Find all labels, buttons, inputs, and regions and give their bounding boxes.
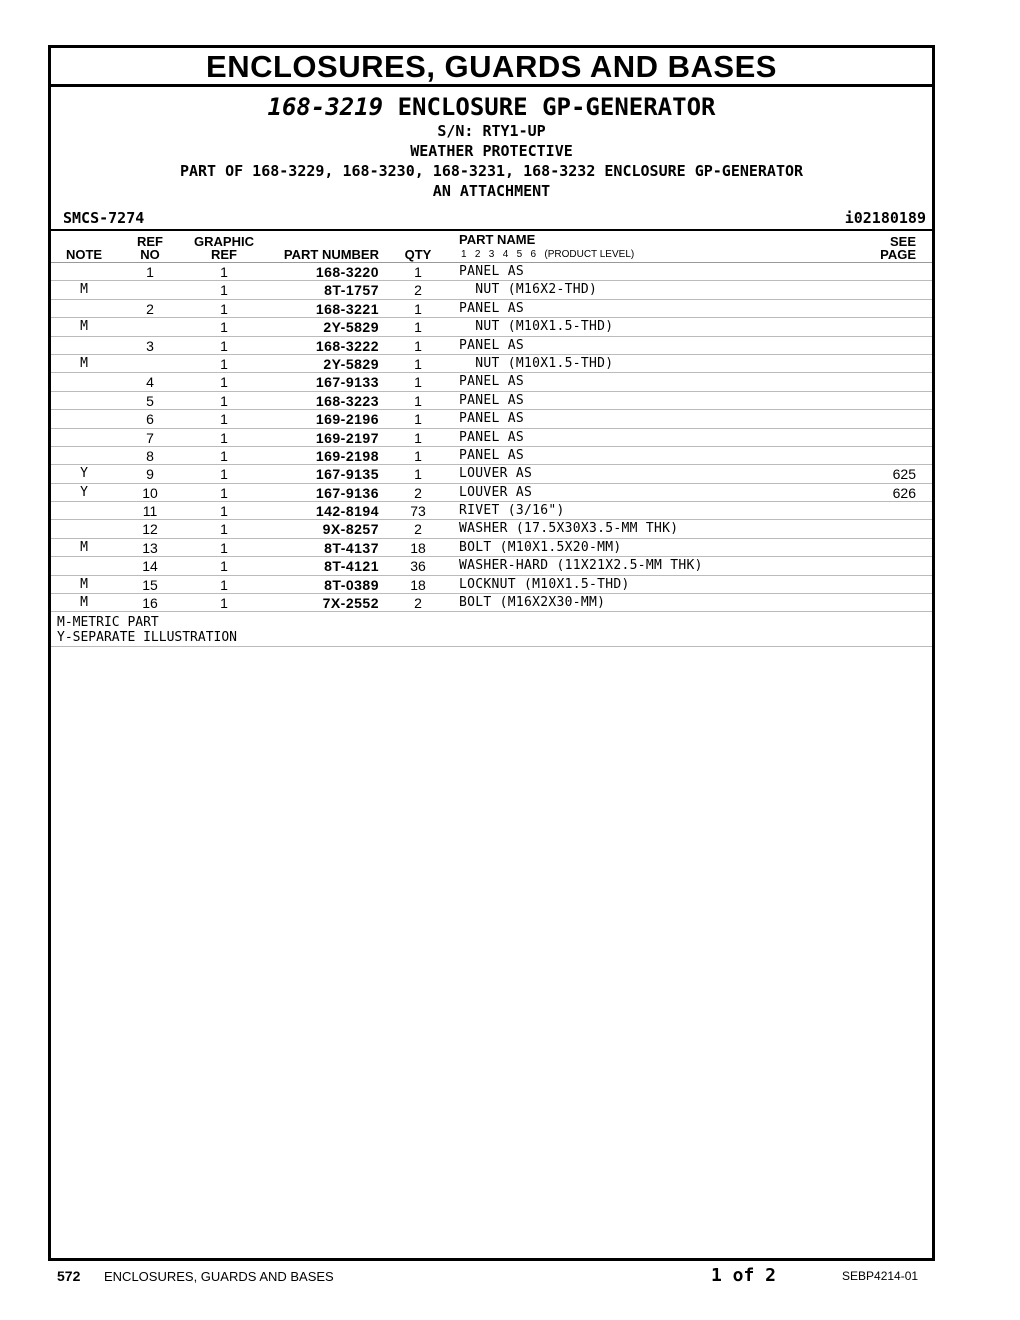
row-part-number: 168-3222 xyxy=(315,337,379,354)
row-part-number: 8T-1757 xyxy=(324,282,379,299)
main-part-title: ENCLOSURE GP-GENERATOR xyxy=(397,93,716,121)
col-part-number: PART NUMBER xyxy=(283,247,379,262)
row-note: M xyxy=(80,355,88,371)
row-ref-no: 11 xyxy=(142,503,158,520)
row-graphic-ref: 1 xyxy=(220,539,228,556)
row-part-name: PANEL AS xyxy=(459,337,525,353)
row-qty: 1 xyxy=(414,411,422,428)
row-ref-no: 9 xyxy=(146,466,154,483)
row-graphic-ref: 1 xyxy=(220,392,228,409)
column-header xyxy=(51,231,932,263)
row-graphic-ref: 1 xyxy=(220,576,228,593)
row-qty: 1 xyxy=(414,337,422,354)
table-row xyxy=(51,447,932,465)
row-part-name: RIVET (3/16") xyxy=(459,503,565,519)
part-title-line xyxy=(51,93,932,121)
row-part-name: LOCKNUT (M10X1.5-THD) xyxy=(459,576,630,592)
section-title: ENCLOSURES, GUARDS AND BASES xyxy=(51,48,932,87)
row-part-number: 168-3221 xyxy=(315,300,379,317)
row-part-name: BOLT (M16X2X30-MM) xyxy=(459,595,606,611)
row-ref-no: 16 xyxy=(142,595,158,612)
meta-row xyxy=(51,207,932,231)
col-ref-top: REF xyxy=(137,234,163,249)
table-row xyxy=(51,484,932,502)
row-ref-no: 3 xyxy=(146,337,154,354)
col-graphic-top: GRAPHIC xyxy=(194,234,254,249)
row-ref-no: 15 xyxy=(142,576,158,593)
footer-page-number: 572 xyxy=(57,1268,81,1284)
table-row xyxy=(51,539,932,557)
row-part-number: 167-9135 xyxy=(315,466,379,483)
footer-section: ENCLOSURES, GUARDS AND BASES xyxy=(104,1269,334,1284)
row-qty: 1 xyxy=(414,447,422,464)
header-line-part-of: PART OF 168-3229, 168-3230, 168-3231, 168-3232 ENCLOSURE GP-GENERATOR xyxy=(179,162,804,180)
row-part-number: 8T-4137 xyxy=(324,539,379,556)
row-qty: 1 xyxy=(414,355,422,372)
row-graphic-ref: 1 xyxy=(220,447,228,464)
table-row xyxy=(51,594,932,612)
row-graphic-ref: 1 xyxy=(220,264,228,280)
row-qty: 2 xyxy=(414,484,422,501)
row-qty: 36 xyxy=(410,558,426,575)
row-graphic-ref: 1 xyxy=(220,319,228,336)
row-part-number: 169-2198 xyxy=(315,447,379,464)
notes-legend xyxy=(51,612,932,647)
table-row xyxy=(51,465,932,483)
smcs-code: SMCS-7274 xyxy=(63,209,145,227)
note-metric: M-METRIC PART xyxy=(57,615,159,631)
row-part-name: PANEL AS xyxy=(459,429,525,445)
row-part-name: NUT (M16X2-THD) xyxy=(459,282,598,298)
row-part-name: WASHER-HARD (11X21X2.5-MM THK) xyxy=(459,558,703,574)
row-part-number: 168-3220 xyxy=(315,264,379,280)
table-row xyxy=(51,392,932,410)
row-part-number: 169-2197 xyxy=(315,429,379,446)
table-row xyxy=(51,557,932,575)
row-part-number: 8T-4121 xyxy=(324,558,379,575)
row-part-name: PANEL AS xyxy=(459,374,525,390)
row-graphic-ref: 1 xyxy=(220,282,228,299)
note-separate-illustration: Y-SEPARATE ILLUSTRATION xyxy=(57,630,238,646)
row-ref-no: 12 xyxy=(142,521,158,538)
row-qty: 2 xyxy=(414,521,422,538)
row-graphic-ref: 1 xyxy=(220,558,228,575)
row-qty: 1 xyxy=(414,392,422,409)
row-part-number: 142-8194 xyxy=(315,503,379,520)
main-part-number: 168-3219 xyxy=(267,93,384,121)
table-row xyxy=(51,337,932,355)
row-graphic-ref: 1 xyxy=(220,429,228,446)
row-ref-no: 8 xyxy=(146,447,154,464)
row-note: Y xyxy=(80,466,88,482)
row-ref-no: 7 xyxy=(146,429,154,446)
row-part-number: 167-9133 xyxy=(315,374,379,391)
part-header xyxy=(51,93,932,201)
row-part-name: PANEL AS xyxy=(459,411,525,427)
row-graphic-ref: 1 xyxy=(220,374,228,391)
parts-table xyxy=(51,263,932,612)
row-qty: 2 xyxy=(414,595,422,612)
col-product-level: 1 2 3 4 5 6 (PRODUCT LEVEL) xyxy=(461,249,635,260)
col-ref-bottom: NO xyxy=(140,247,160,262)
footer-page-of: 1 of 2 xyxy=(711,1265,777,1286)
row-part-number: 2Y-5829 xyxy=(323,355,379,372)
table-row xyxy=(51,576,932,594)
row-graphic-ref: 1 xyxy=(220,521,228,538)
row-graphic-ref: 1 xyxy=(220,411,228,428)
col-see-bottom: PAGE xyxy=(880,247,916,262)
row-part-number: 167-9136 xyxy=(315,484,379,501)
row-qty: 1 xyxy=(414,466,422,483)
row-part-name: PANEL AS xyxy=(459,300,525,316)
row-note: M xyxy=(80,595,88,611)
col-see-top: SEE xyxy=(889,234,916,249)
row-qty: 18 xyxy=(410,576,426,593)
table-row xyxy=(51,520,932,538)
row-graphic-ref: 1 xyxy=(220,484,228,501)
row-qty: 1 xyxy=(414,429,422,446)
row-part-number: 168-3223 xyxy=(315,392,379,409)
row-ref-no: 1 xyxy=(146,264,154,280)
row-ref-no: 10 xyxy=(142,484,158,501)
row-note: Y xyxy=(80,484,88,500)
row-qty: 1 xyxy=(414,319,422,336)
row-qty: 73 xyxy=(410,503,426,520)
row-part-name: LOUVER AS xyxy=(459,466,533,482)
row-part-name: PANEL AS xyxy=(459,392,525,408)
row-ref-no: 14 xyxy=(142,558,158,575)
row-part-number: 169-2196 xyxy=(315,411,379,428)
table-row xyxy=(51,318,932,336)
row-part-number: 9X-8257 xyxy=(322,521,379,538)
row-graphic-ref: 1 xyxy=(220,595,228,612)
illustration-id: i02180189 xyxy=(844,209,926,227)
table-row xyxy=(51,373,932,391)
row-graphic-ref: 1 xyxy=(220,337,228,354)
row-see-page: 626 xyxy=(892,484,916,501)
row-qty: 2 xyxy=(414,282,422,299)
row-part-name: WASHER (17.5X30X3.5-MM THK) xyxy=(459,521,679,537)
col-qty: QTY xyxy=(404,247,432,262)
row-graphic-ref: 1 xyxy=(220,466,228,483)
row-graphic-ref: 1 xyxy=(220,300,228,317)
header-line-weather: WEATHER PROTECTIVE xyxy=(410,142,573,160)
table-row xyxy=(51,263,932,281)
row-part-number: 8T-0389 xyxy=(324,576,379,593)
table-row xyxy=(51,300,932,318)
row-ref-no: 6 xyxy=(146,411,154,428)
page-frame xyxy=(48,45,935,1261)
row-see-page: 625 xyxy=(892,466,916,483)
row-part-name: BOLT (M10X1.5X20-MM) xyxy=(459,539,622,555)
col-graphic-bottom: REF xyxy=(211,247,237,262)
row-qty: 1 xyxy=(414,300,422,317)
row-qty: 1 xyxy=(414,264,422,280)
row-part-name: NUT (M10X1.5-THD) xyxy=(459,319,614,335)
row-note: M xyxy=(80,539,88,555)
table-row xyxy=(51,281,932,299)
col-part-name: PART NAME xyxy=(459,232,536,247)
row-ref-no: 5 xyxy=(146,392,154,409)
row-qty: 18 xyxy=(410,539,426,556)
row-part-name: NUT (M10X1.5-THD) xyxy=(459,355,614,371)
serial-number: S/N: RTY1-UP xyxy=(437,122,546,140)
table-row xyxy=(51,502,932,520)
row-note: M xyxy=(80,576,88,592)
row-ref-no: 2 xyxy=(146,300,154,317)
row-ref-no: 13 xyxy=(142,539,158,556)
col-note: NOTE xyxy=(65,247,103,262)
row-part-name: LOUVER AS xyxy=(459,484,533,500)
page-footer xyxy=(0,1265,1020,1289)
table-row xyxy=(51,355,932,373)
row-part-name: PANEL AS xyxy=(459,447,525,463)
row-part-number: 2Y-5829 xyxy=(323,319,379,336)
row-graphic-ref: 1 xyxy=(220,355,228,372)
row-part-number: 7X-2552 xyxy=(322,595,379,612)
table-row xyxy=(51,410,932,428)
row-note: M xyxy=(80,282,88,298)
footer-doc-id: SEBP4214-01 xyxy=(842,1269,919,1283)
row-note: M xyxy=(80,319,88,335)
row-part-name: PANEL AS xyxy=(459,264,525,279)
header-line-attachment: AN ATTACHMENT xyxy=(432,182,551,200)
row-qty: 1 xyxy=(414,374,422,391)
row-ref-no: 4 xyxy=(146,374,154,391)
row-graphic-ref: 1 xyxy=(220,503,228,520)
table-row xyxy=(51,429,932,447)
